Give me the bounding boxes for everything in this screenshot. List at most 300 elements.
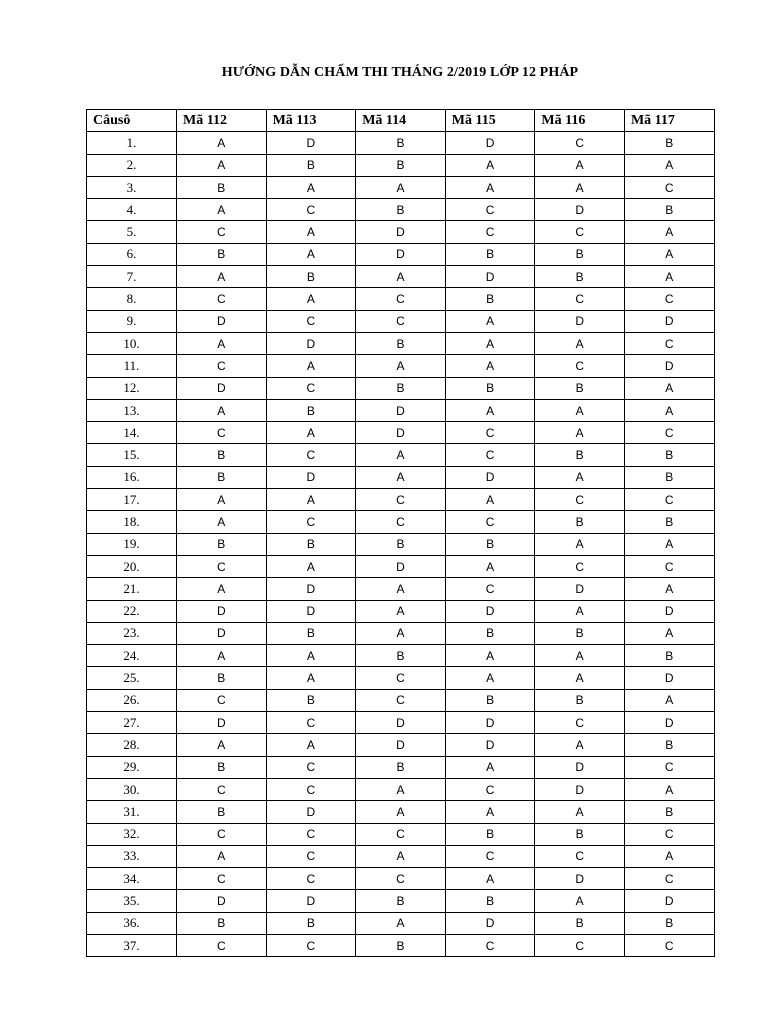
answer-cell: A [356, 600, 446, 622]
answer-cell: B [624, 912, 714, 934]
answer-cell: A [624, 533, 714, 555]
answer-cell: A [177, 399, 267, 421]
question-number: 12. [87, 377, 177, 399]
column-header-code-112: Mã 112 [177, 110, 267, 132]
answer-cell: A [356, 912, 446, 934]
answer-cell: C [177, 934, 267, 956]
table-row [87, 734, 715, 756]
answer-cell: A [445, 154, 535, 176]
table-row [87, 778, 715, 800]
table-row [87, 444, 715, 466]
question-number: 17. [87, 489, 177, 511]
answer-cell: C [535, 221, 625, 243]
table-row [87, 667, 715, 689]
answer-cell: A [535, 734, 625, 756]
answer-cell: D [445, 266, 535, 288]
answer-cell: C [445, 199, 535, 221]
answer-cell: D [356, 399, 446, 421]
answer-cell: B [266, 266, 356, 288]
answer-cell: C [356, 667, 446, 689]
answer-cell: A [445, 399, 535, 421]
answer-cell: D [356, 422, 446, 444]
answer-cell: A [177, 489, 267, 511]
question-number: 15. [87, 444, 177, 466]
answer-cell: A [624, 778, 714, 800]
answer-cell: D [624, 712, 714, 734]
table-row [87, 622, 715, 644]
answer-cell: A [535, 399, 625, 421]
answer-cell: C [177, 422, 267, 444]
question-number: 26. [87, 689, 177, 711]
question-number: 30. [87, 778, 177, 800]
question-number: 22. [87, 600, 177, 622]
answer-cell: A [624, 243, 714, 265]
answer-cell: A [356, 466, 446, 488]
table-row [87, 712, 715, 734]
answer-cell: D [535, 199, 625, 221]
answer-cell: B [535, 912, 625, 934]
answer-cell: A [177, 154, 267, 176]
answer-key-table [86, 109, 715, 957]
answer-cell: A [266, 288, 356, 310]
answer-cell: C [624, 489, 714, 511]
answer-cell: B [624, 645, 714, 667]
answer-cell: A [266, 667, 356, 689]
answer-cell: B [624, 511, 714, 533]
answer-cell: C [266, 511, 356, 533]
answer-cell: B [535, 377, 625, 399]
answer-cell: B [356, 890, 446, 912]
question-number: 34. [87, 868, 177, 890]
answer-cell: C [535, 845, 625, 867]
column-header-question: Câusô [87, 110, 177, 132]
answer-cell: C [624, 288, 714, 310]
question-number: 27. [87, 712, 177, 734]
question-number: 35. [87, 890, 177, 912]
question-number: 2. [87, 154, 177, 176]
answer-cell: D [177, 310, 267, 332]
answer-cell: C [177, 689, 267, 711]
answer-cell: B [445, 689, 535, 711]
question-number: 19. [87, 533, 177, 555]
answer-cell: A [445, 355, 535, 377]
answer-cell: A [356, 355, 446, 377]
answer-cell: B [535, 823, 625, 845]
answer-cell: C [624, 868, 714, 890]
answer-cell: D [356, 555, 446, 577]
answer-cell: A [177, 645, 267, 667]
answer-cell: D [624, 890, 714, 912]
answer-cell: D [535, 778, 625, 800]
answer-cell: D [445, 600, 535, 622]
answer-cell: C [266, 845, 356, 867]
answer-cell: A [177, 845, 267, 867]
question-number: 6. [87, 243, 177, 265]
answer-cell: A [535, 332, 625, 354]
question-number: 18. [87, 511, 177, 533]
answer-cell: C [445, 845, 535, 867]
answer-cell: A [624, 221, 714, 243]
question-number: 7. [87, 266, 177, 288]
table-row [87, 645, 715, 667]
answer-cell: D [535, 578, 625, 600]
answer-cell: C [356, 489, 446, 511]
table-row [87, 489, 715, 511]
answer-cell: B [445, 890, 535, 912]
table-row [87, 823, 715, 845]
table-row [87, 756, 715, 778]
table-row [87, 890, 715, 912]
answer-cell: A [624, 266, 714, 288]
question-number: 37. [87, 934, 177, 956]
answer-cell: C [356, 288, 446, 310]
answer-cell: A [535, 154, 625, 176]
question-number: 33. [87, 845, 177, 867]
answer-cell: A [624, 845, 714, 867]
answer-cell: A [445, 489, 535, 511]
question-number: 1. [87, 132, 177, 154]
answer-cell: A [624, 399, 714, 421]
table-row [87, 399, 715, 421]
answer-cell: B [445, 288, 535, 310]
answer-cell: C [535, 288, 625, 310]
question-number: 20. [87, 555, 177, 577]
column-header-code-117: Mã 117 [624, 110, 714, 132]
answer-cell: A [624, 377, 714, 399]
answer-cell: A [535, 533, 625, 555]
question-number: 14. [87, 422, 177, 444]
answer-cell: C [445, 934, 535, 956]
column-header-code-116: Mã 116 [535, 110, 625, 132]
answer-cell: B [535, 444, 625, 466]
table-row [87, 801, 715, 823]
answer-cell: D [177, 600, 267, 622]
answer-cell: B [624, 132, 714, 154]
table-row [87, 845, 715, 867]
answer-cell: D [177, 890, 267, 912]
answer-cell: B [356, 377, 446, 399]
answer-cell: A [624, 578, 714, 600]
answer-cell: B [535, 511, 625, 533]
answer-cell: D [266, 890, 356, 912]
question-number: 10. [87, 332, 177, 354]
answer-cell: B [266, 622, 356, 644]
answer-cell: A [266, 243, 356, 265]
answer-cell: B [624, 801, 714, 823]
answer-cell: C [266, 310, 356, 332]
table-row [87, 511, 715, 533]
answer-cell: D [177, 377, 267, 399]
question-number: 4. [87, 199, 177, 221]
answer-cell: D [266, 332, 356, 354]
table-row [87, 221, 715, 243]
answer-cell: A [624, 154, 714, 176]
answer-cell: A [266, 221, 356, 243]
answer-cell: A [535, 801, 625, 823]
answer-cell: A [266, 176, 356, 198]
answer-cell: B [177, 912, 267, 934]
answer-cell: B [177, 756, 267, 778]
answer-cell: C [535, 132, 625, 154]
answer-cell: A [445, 332, 535, 354]
answer-cell: B [177, 243, 267, 265]
answer-cell: C [445, 778, 535, 800]
table-row [87, 578, 715, 600]
answer-cell: C [266, 868, 356, 890]
answer-cell: A [535, 422, 625, 444]
question-number: 29. [87, 756, 177, 778]
answer-cell: B [177, 466, 267, 488]
answer-cell: C [356, 310, 446, 332]
table-row [87, 377, 715, 399]
answer-cell: B [535, 243, 625, 265]
answer-cell: D [535, 868, 625, 890]
answer-cell: C [624, 823, 714, 845]
answer-cell: C [177, 221, 267, 243]
question-number: 28. [87, 734, 177, 756]
answer-cell: A [266, 555, 356, 577]
answer-cell: D [356, 734, 446, 756]
answer-cell: A [445, 645, 535, 667]
answer-cell: A [535, 600, 625, 622]
answer-cell: B [266, 399, 356, 421]
answer-cell: C [535, 355, 625, 377]
answer-cell: D [445, 712, 535, 734]
column-header-code-114: Mã 114 [356, 110, 446, 132]
answer-cell: B [177, 801, 267, 823]
answer-cell: A [266, 645, 356, 667]
answer-cell: C [266, 199, 356, 221]
answer-cell: B [356, 332, 446, 354]
answer-cell: D [445, 132, 535, 154]
table-row [87, 868, 715, 890]
table-row [87, 266, 715, 288]
answer-cell: C [266, 444, 356, 466]
answer-cell: B [445, 243, 535, 265]
answer-cell: D [266, 578, 356, 600]
question-number: 25. [87, 667, 177, 689]
answer-cell: C [445, 511, 535, 533]
answer-cell: B [624, 199, 714, 221]
answer-cell: B [445, 377, 535, 399]
table-row [87, 600, 715, 622]
answer-cell: B [356, 934, 446, 956]
answer-cell: B [177, 533, 267, 555]
answer-cell: D [535, 310, 625, 332]
answer-cell: C [535, 555, 625, 577]
answer-cell: C [624, 934, 714, 956]
answer-cell: A [266, 734, 356, 756]
table-row [87, 154, 715, 176]
answer-cell: C [266, 778, 356, 800]
answer-cell: A [177, 511, 267, 533]
answer-cell: D [445, 734, 535, 756]
answer-cell: A [356, 801, 446, 823]
answer-cell: C [535, 712, 625, 734]
answer-cell: B [266, 689, 356, 711]
answer-cell: C [177, 778, 267, 800]
question-number: 11. [87, 355, 177, 377]
answer-cell: B [445, 533, 535, 555]
table-row [87, 332, 715, 354]
answer-cell: C [356, 511, 446, 533]
answer-cell: B [624, 444, 714, 466]
answer-cell: A [356, 578, 446, 600]
answer-cell: B [356, 756, 446, 778]
answer-cell: B [535, 689, 625, 711]
question-number: 24. [87, 645, 177, 667]
answer-cell: B [445, 823, 535, 845]
answer-cell: D [266, 466, 356, 488]
answer-cell: B [266, 154, 356, 176]
answer-cell: C [445, 444, 535, 466]
answer-cell: A [177, 578, 267, 600]
page-title: HƯỚNG DẪN CHẤM THI THÁNG 2/2019 LỚP 12 PHÁP [221, 65, 579, 80]
answer-cell: B [356, 199, 446, 221]
question-number: 21. [87, 578, 177, 600]
table-row [87, 912, 715, 934]
answer-cell: A [535, 645, 625, 667]
answer-cell: D [177, 712, 267, 734]
question-number: 13. [87, 399, 177, 421]
table-row [87, 243, 715, 265]
answer-cell: A [445, 801, 535, 823]
table-row [87, 689, 715, 711]
answer-cell: C [266, 756, 356, 778]
answer-cell: C [356, 823, 446, 845]
answer-cell: A [445, 756, 535, 778]
answer-cell: D [266, 600, 356, 622]
answer-cell: A [445, 176, 535, 198]
answer-cell: D [445, 466, 535, 488]
answer-cell: C [535, 489, 625, 511]
answer-cell: C [177, 555, 267, 577]
answer-cell: D [624, 355, 714, 377]
answer-cell: D [356, 712, 446, 734]
answer-cell: C [177, 868, 267, 890]
answer-cell: A [445, 555, 535, 577]
answer-cell: C [445, 578, 535, 600]
table-row [87, 288, 715, 310]
answer-cell: C [624, 332, 714, 354]
answer-cell: D [266, 801, 356, 823]
answer-cell: A [177, 199, 267, 221]
table-row [87, 555, 715, 577]
answer-cell: A [535, 466, 625, 488]
answer-cell: B [535, 266, 625, 288]
answer-cell: A [177, 266, 267, 288]
answer-cell: B [356, 645, 446, 667]
answer-cell: A [445, 310, 535, 332]
answer-cell: B [356, 132, 446, 154]
answer-cell: B [624, 734, 714, 756]
answer-cell: A [356, 778, 446, 800]
question-number: 16. [87, 466, 177, 488]
question-number: 23. [87, 622, 177, 644]
table-row [87, 132, 715, 154]
answer-cell: B [624, 466, 714, 488]
answer-cell: B [266, 912, 356, 934]
answer-cell: A [356, 444, 446, 466]
answer-cell: C [356, 868, 446, 890]
answer-cell: C [445, 221, 535, 243]
table-row [87, 934, 715, 956]
answer-cell: C [624, 756, 714, 778]
answer-cell: A [266, 489, 356, 511]
answer-cell: C [624, 176, 714, 198]
table-row [87, 310, 715, 332]
answer-cell: C [266, 712, 356, 734]
answer-cell: C [535, 934, 625, 956]
answer-cell: D [624, 667, 714, 689]
answer-cell: C [624, 555, 714, 577]
answer-cell: C [356, 689, 446, 711]
answer-cell: A [624, 689, 714, 711]
answer-cell: C [445, 422, 535, 444]
question-number: 31. [87, 801, 177, 823]
question-number: 9. [87, 310, 177, 332]
answer-cell: B [177, 444, 267, 466]
table-row [87, 422, 715, 444]
answer-cell: A [266, 422, 356, 444]
answer-cell: B [445, 622, 535, 644]
answer-cell: A [356, 266, 446, 288]
answer-cell: A [535, 667, 625, 689]
answer-cell: B [177, 176, 267, 198]
table-row [87, 199, 715, 221]
question-number: 36. [87, 912, 177, 934]
answer-cell: C [266, 823, 356, 845]
answer-cell: A [535, 890, 625, 912]
table-row [87, 355, 715, 377]
answer-cell: B [177, 667, 267, 689]
answer-cell: D [266, 132, 356, 154]
answer-cell: B [535, 622, 625, 644]
answer-cell: D [356, 221, 446, 243]
answer-cell: A [445, 667, 535, 689]
answer-cell: D [445, 912, 535, 934]
column-header-code-113: Mã 113 [266, 110, 356, 132]
question-number: 8. [87, 288, 177, 310]
answer-cell: A [177, 132, 267, 154]
answer-cell: B [266, 533, 356, 555]
answer-cell: A [356, 176, 446, 198]
table-row [87, 466, 715, 488]
answer-cell: D [356, 243, 446, 265]
answer-cell: A [445, 868, 535, 890]
column-header-code-115: Mã 115 [445, 110, 535, 132]
answer-cell: C [266, 934, 356, 956]
question-number: 32. [87, 823, 177, 845]
answer-cell: B [356, 533, 446, 555]
answer-cell: A [535, 176, 625, 198]
table-header-row [87, 110, 715, 132]
table-row [87, 533, 715, 555]
answer-cell: A [177, 734, 267, 756]
answer-cell: A [356, 845, 446, 867]
answer-cell: A [624, 622, 714, 644]
answer-cell: B [356, 154, 446, 176]
answer-cell: C [177, 823, 267, 845]
answer-cell: C [624, 422, 714, 444]
answer-cell: D [535, 756, 625, 778]
answer-cell: C [177, 355, 267, 377]
answer-cell: D [624, 600, 714, 622]
answer-cell: C [266, 377, 356, 399]
table-row [87, 176, 715, 198]
table-body [87, 132, 715, 957]
answer-cell: C [177, 288, 267, 310]
